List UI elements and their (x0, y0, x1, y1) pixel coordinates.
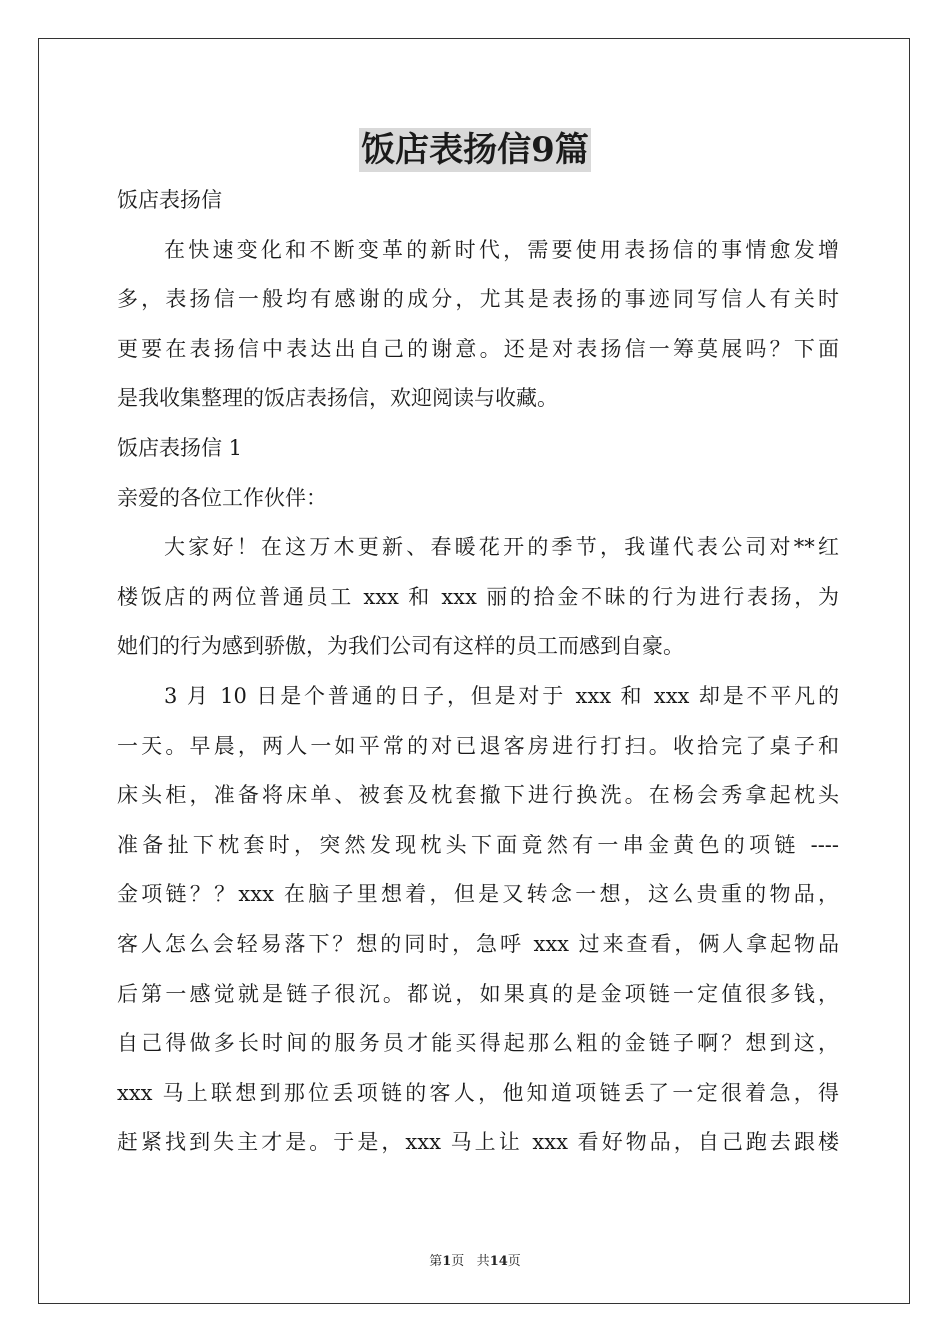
text-line: 自己得做多长时间的服务员才能买得起那么粗的金链子啊？想到这， (117, 1031, 839, 1056)
title-container (0, 128, 950, 172)
page-footer (0, 1250, 950, 1269)
text-line: 准备扯下枕套时，突然发现枕头下面竟然有一串金黄色的项链 ---- (117, 832, 839, 857)
text-line: 大家好！在这万木更新、春暖花开的季节，我谨代表公司对**红 (164, 535, 839, 560)
text-line: 饭店表扬信 (117, 188, 222, 212)
text-line: 多，表扬信一般均有感谢的成分，尤其是表扬的事迹同写信人有关时 (117, 287, 839, 312)
text-line: 在快速变化和不断变革的新时代，需要使用表扬信的事情愈发增 (164, 237, 839, 262)
text-line: 金项链？？xxx 在脑子里想着，但是又转念一想，这么贵重的物品， (117, 882, 839, 907)
footer-total-prefix: 共 (476, 1254, 490, 1269)
document-title: 饭店表扬信9篇 (361, 130, 589, 170)
text-line: 床头柜，准备将床单、被套及枕套撤下进行换洗。在杨会秀拿起枕头 (117, 783, 839, 808)
footer-page-prefix: 第 (429, 1254, 443, 1269)
footer-page-number: 1 (442, 1254, 452, 1269)
footer-total-pages: 14 (489, 1254, 508, 1269)
text-line: 后第一感觉就是链子很沉。都说，如果真的是金项链一定值很多钱， (117, 981, 839, 1006)
text-line: 楼饭店的两位普通员工 xxx 和 xxx 丽的拾金不昧的行为进行表扬，为 (117, 584, 839, 609)
text-line: 赶紧找到失主才是。于是，xxx 马上让 xxx 看好物品，自己跑去跟楼 (117, 1130, 839, 1155)
footer-total-suffix: 页 (507, 1254, 521, 1269)
text-line: 客人怎么会轻易落下？想的同时，急呼 xxx 过来查看，俩人拿起物品 (117, 931, 839, 956)
text-line: 更要在表扬信中表达出自己的谢意。还是对表扬信一筹莫展吗？下面 (117, 336, 839, 361)
text-line: 一天。早晨，两人一如平常的对已退客房进行打扫。收拾完了桌子和 (117, 733, 839, 758)
text-line: xxx 马上联想到那位丢项链的客人，他知道项链丢了一定很着急，得 (117, 1080, 839, 1105)
text-line: 3 月 10 日是个普通的日子，但是对于 xxx 和 xxx 却是不平凡的 (164, 683, 839, 708)
text-line: 是我收集整理的饭店表扬信，欢迎阅读与收藏。 (117, 386, 558, 411)
text-line: 亲爱的各位工作伙伴： (117, 485, 327, 510)
text-line: 她们的行为感到骄傲，为我们公司有这样的员工而感到自豪。 (117, 634, 684, 659)
footer-page-suffix: 页 (451, 1254, 465, 1269)
text-line: 饭店表扬信 1 (117, 435, 243, 460)
document-body (117, 176, 839, 1168)
